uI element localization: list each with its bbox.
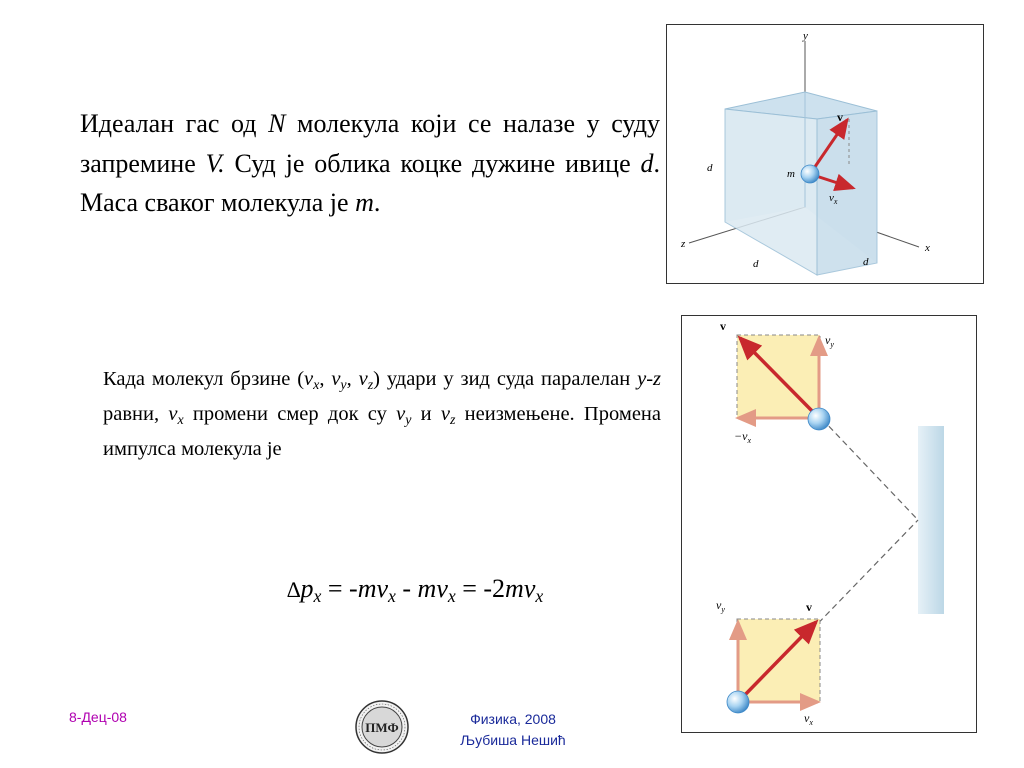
- symbol-V: V.: [205, 148, 225, 178]
- symbol-v: v: [396, 402, 406, 425]
- mass-label: m: [787, 168, 795, 180]
- symbol-y: y: [637, 368, 647, 390]
- symbol-N: N: [268, 109, 286, 138]
- collision-text-2: ) удари у зид суда паралелан: [373, 368, 638, 390]
- delta-symbol: ∆: [287, 577, 301, 602]
- intro-text-4: . Маса сваког молекула је: [80, 148, 660, 217]
- bottom-v-label: v: [806, 600, 812, 614]
- credit-line-2: Љубиша Нешић: [460, 732, 566, 748]
- symbol-v: v: [358, 368, 368, 390]
- edge-d-left: d: [707, 162, 713, 174]
- sub-x: x: [313, 377, 320, 393]
- momentum-formula: [287, 574, 543, 607]
- axis-z-label: z: [681, 238, 686, 250]
- minus: -: [395, 574, 418, 603]
- collision-text-4: промени смер док су: [183, 402, 397, 425]
- wall: [918, 426, 944, 614]
- cube-right-face: [817, 111, 877, 275]
- sub-x: x: [535, 585, 544, 606]
- axis-y-label: y: [803, 30, 808, 42]
- symbol-mv: mv: [505, 574, 536, 603]
- symbol-v: v: [440, 402, 450, 425]
- collision-figure: [681, 315, 977, 733]
- cube-diagram: [667, 25, 982, 282]
- vector-vx-label: $v_x$: [829, 192, 838, 206]
- molecule-ball: [801, 165, 819, 183]
- intro-text-3: Суд је облика коцке дужине ивице: [224, 148, 641, 178]
- symbol-m: m: [355, 188, 374, 217]
- collision-text-5: неизмењене. Промена импулса молекула је: [103, 402, 661, 460]
- collision-paragraph: [103, 365, 661, 463]
- symbol-z: z: [653, 368, 662, 390]
- collision-diagram: [682, 316, 975, 731]
- sub-y: y: [405, 412, 412, 428]
- intro-paragraph: [80, 104, 660, 223]
- sub-x: x: [177, 412, 184, 428]
- intro-text-2: молекула који се налазе у суду запремине: [80, 109, 660, 178]
- symbol-mv: mv: [417, 574, 448, 603]
- university-logo: [354, 699, 410, 755]
- symbol-p: p: [300, 574, 314, 603]
- intro-text-1: Идеалан гас од: [80, 109, 269, 138]
- axis-x-label: x: [925, 242, 930, 254]
- equals-minus-two: = -2: [455, 574, 506, 603]
- footer-date: 8-Дец-08: [69, 709, 127, 725]
- symbol-mv: mv: [357, 574, 389, 603]
- trajectory-out: [822, 419, 918, 520]
- equals-minus: = -: [321, 574, 358, 603]
- vector-v-label: v: [837, 110, 843, 124]
- svg-text:ПМФ: ПМФ: [365, 720, 399, 735]
- sub-z: z: [449, 412, 456, 428]
- cube-front-face: [725, 109, 817, 275]
- sub-x: x: [388, 585, 396, 606]
- intro-text-5: .: [373, 188, 381, 217]
- sub-x: x: [313, 585, 322, 606]
- bottom-vy-label: $v_y$: [716, 598, 725, 614]
- edge-d-bottom: d: [753, 258, 759, 270]
- bottom-vx-label: $v_x$: [804, 711, 813, 727]
- collision-text-1: Када молекул брзине (: [103, 368, 305, 390]
- cube-figure: [666, 24, 984, 284]
- credit-line-1: Физика, 2008: [470, 711, 556, 727]
- dash: -: [646, 368, 654, 390]
- top-molecule-ball: [808, 408, 830, 430]
- top-vy-label: $v_y$: [825, 333, 834, 349]
- sub-x: x: [447, 585, 456, 606]
- edge-d-right: d: [863, 256, 869, 268]
- sub-z: z: [367, 377, 374, 393]
- top-v-label: v: [720, 319, 726, 333]
- logo-seal-icon: [354, 699, 410, 755]
- symbol-v: v: [331, 368, 341, 390]
- and-word: и: [411, 402, 441, 425]
- footer-credit: [448, 709, 578, 751]
- bottom-molecule-ball: [727, 691, 749, 713]
- collision-text-3: равни,: [103, 402, 169, 425]
- symbol-v: v: [304, 368, 314, 390]
- symbol-d: d: [640, 148, 654, 178]
- top-neg-vx-label: $-v_x$: [734, 429, 751, 445]
- comma: ,: [319, 368, 332, 390]
- comma: ,: [346, 368, 359, 390]
- sub-y: y: [340, 377, 347, 393]
- symbol-v: v: [168, 402, 178, 425]
